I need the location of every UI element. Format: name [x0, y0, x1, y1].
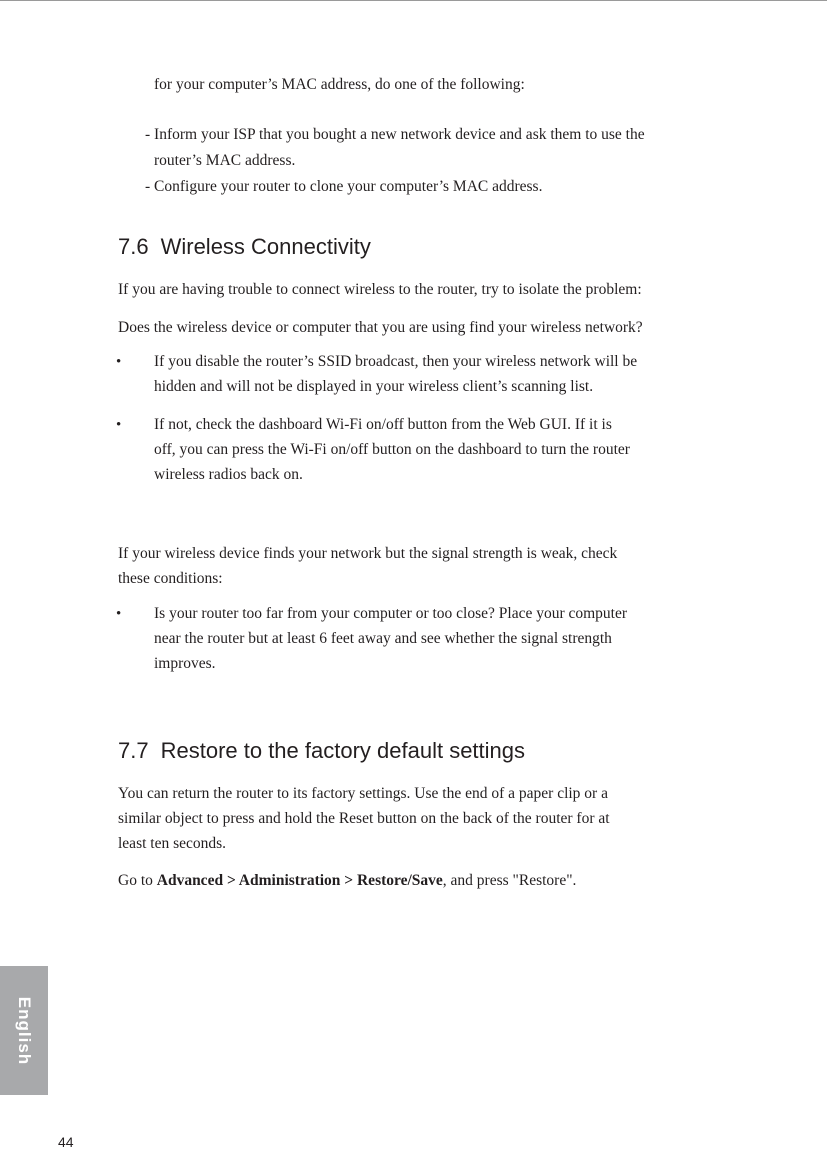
- section-number: 7.6: [118, 234, 149, 259]
- section-heading-7-6: [118, 233, 371, 261]
- paragraph-line: You can return the router to its factory settings. Use the end of a paper clip or a: [118, 785, 608, 802]
- section-title: Restore to the factory default settings: [160, 738, 526, 763]
- bullet-mark: •: [116, 417, 122, 433]
- intro-line: for your computer’s MAC address, do one of the following:: [154, 76, 525, 93]
- menu-path: Advanced > Administration > Restore/Save: [156, 872, 443, 889]
- bullet-mark: •: [116, 354, 122, 370]
- top-rule: [0, 0, 827, 1]
- paragraph-line: If your wireless device finds your network but the signal strength is weak, check: [118, 545, 618, 562]
- bullet-line: near the router but at least 6 feet away and see whether the signal strength: [154, 630, 612, 647]
- section-number: 7.7: [118, 738, 149, 763]
- bullet-line: If not, check the dashboard Wi-Fi on/off button from the Web GUI. If it is: [154, 416, 612, 433]
- bullet-line: Is your router too far from your computer or too close? Place your computer: [154, 605, 628, 622]
- section-title: Wireless Connectivity: [160, 234, 371, 259]
- intro-dash-item-1: - Inform your ISP that you bought a new network device and ask them to use the: [145, 126, 645, 143]
- language-tab: [0, 966, 48, 1095]
- page-number: 44: [58, 1134, 74, 1150]
- bullet-item: [154, 601, 714, 676]
- paragraph: Does the wireless device or computer that you are using find your wireless network?: [118, 319, 643, 336]
- bullet-mark: •: [116, 606, 122, 622]
- bullet-line: wireless radios back on.: [154, 466, 303, 483]
- language-tab-label: English: [15, 996, 34, 1065]
- bullet-item: [154, 349, 714, 399]
- text-prefix: Go to: [118, 872, 157, 889]
- text-suffix: , and press "Restore".: [442, 872, 577, 889]
- intro-dash-item-1-cont: router’s MAC address.: [154, 152, 296, 169]
- bullet-item: [154, 412, 714, 487]
- paragraph-line: similar object to press and hold the Reset button on the back of the router for at: [118, 810, 610, 827]
- paragraph: [118, 868, 576, 893]
- paragraph-line: least ten seconds.: [118, 835, 227, 852]
- paragraph-line: these conditions:: [118, 570, 223, 587]
- paragraph: If you are having trouble to connect wireless to the router, try to isolate the problem:: [118, 281, 642, 298]
- bullet-line: improves.: [154, 655, 216, 672]
- bullet-line: If you disable the router’s SSID broadcast, then your wireless network will be: [154, 353, 638, 370]
- section-heading-7-7: [118, 737, 525, 765]
- bullet-line: off, you can press the Wi-Fi on/off button on the dashboard to turn the router: [154, 441, 630, 458]
- intro-dash-item-2: - Configure your router to clone your computer’s MAC address.: [145, 178, 543, 195]
- bullet-line: hidden and will not be displayed in your wireless client’s scanning list.: [154, 378, 594, 395]
